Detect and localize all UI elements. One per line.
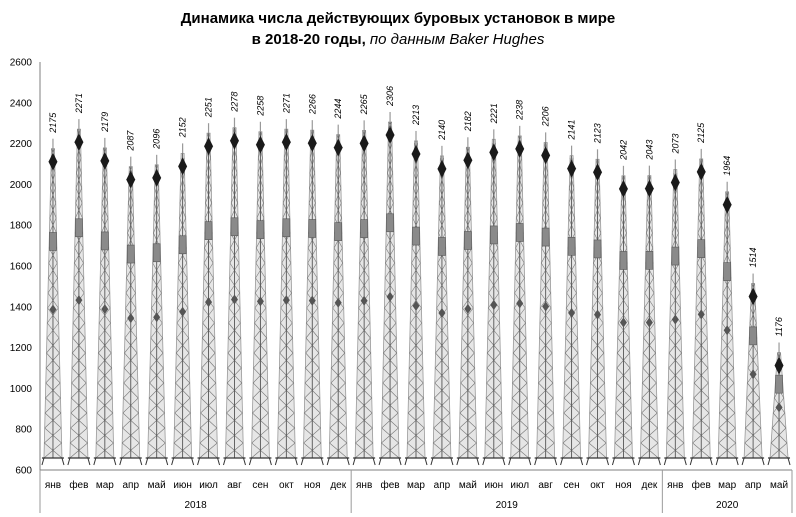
y-tick-label: 2400: [9, 98, 32, 110]
data-label: 2258: [255, 95, 266, 116]
y-tick-label: 1800: [9, 220, 32, 232]
bar-rig: [275, 119, 297, 465]
data-label: 2042: [618, 139, 629, 160]
year-label: 2020: [716, 500, 739, 511]
bar-rig: [42, 139, 64, 465]
data-label: 2096: [151, 128, 162, 149]
bar-rig: [94, 138, 116, 465]
bar-rig: [587, 149, 609, 465]
x-tick-label: фев: [380, 480, 400, 491]
bar-rig: [301, 120, 323, 465]
bar-rig: [561, 146, 583, 465]
x-tick-label: авг: [227, 480, 242, 491]
bar-rig: [509, 126, 531, 465]
bar-rig: [457, 137, 479, 465]
bar-rig: [198, 123, 220, 465]
bar-rig: [146, 155, 168, 465]
x-tick-label: фев: [69, 480, 89, 491]
data-label: 2179: [99, 111, 110, 132]
y-tick-label: 800: [15, 424, 32, 436]
bar-rig: [742, 274, 764, 465]
bar-rig: [68, 119, 90, 465]
bar-rig: [431, 146, 453, 465]
data-label: 2213: [411, 104, 421, 125]
bar-rig: [223, 118, 245, 465]
data-label: 2244: [333, 98, 344, 119]
data-label: 2182: [462, 111, 473, 132]
data-label: 2265: [359, 94, 370, 115]
chart-subtitle-main: в 2018-20 годы,: [251, 31, 366, 48]
data-label: 2221: [488, 103, 499, 124]
data-label: 2140: [436, 119, 447, 140]
x-tick-label: окт: [590, 480, 605, 491]
y-tick-label: 1400: [9, 302, 32, 314]
bar-rig: [120, 157, 142, 465]
x-tick-label: ноя: [615, 480, 632, 491]
data-label: 2206: [540, 106, 551, 127]
chart-title: Динамика числа действующих буровых установок в мире: [180, 10, 616, 27]
data-label: 2278: [229, 91, 240, 112]
x-tick-label: июн: [484, 480, 504, 491]
data-label: 2271: [73, 93, 84, 114]
x-tick-label: сен: [252, 480, 269, 491]
bar-rig: [483, 129, 505, 465]
bar-rig: [249, 122, 271, 465]
bar-rig: [612, 166, 634, 465]
x-tick-label: фев: [691, 480, 711, 491]
data-label: 2123: [592, 123, 603, 144]
data-label: 2306: [385, 85, 396, 106]
bar-rig: [172, 143, 194, 465]
y-tick-label: 1600: [9, 261, 32, 273]
year-label: 2019: [495, 500, 518, 511]
data-label: 2271: [281, 93, 292, 114]
y-tick-label: 2200: [9, 139, 32, 151]
chart-subtitle-source: по данным Baker Hughes: [369, 31, 545, 48]
bar-rig: [664, 160, 686, 465]
data-label: 2175: [47, 112, 58, 133]
x-tick-label: апр: [433, 480, 451, 491]
x-tick-label: апр: [122, 480, 140, 491]
x-tick-label: дек: [641, 480, 658, 491]
bar-rig: [638, 166, 660, 465]
bar-rig: [535, 132, 557, 465]
bar-rig: [327, 125, 349, 465]
x-tick-label: янв: [356, 480, 373, 491]
bar-rig: [379, 112, 401, 465]
x-tick-label: янв: [667, 480, 684, 491]
bar-rig: [768, 342, 790, 465]
data-label: 1514: [748, 247, 759, 268]
data-label: 2043: [644, 139, 655, 160]
x-tick-label: май: [147, 480, 166, 491]
x-tick-label: дек: [330, 480, 347, 491]
y-tick-label: 1200: [9, 343, 32, 355]
x-tick-label: мар: [407, 480, 425, 491]
x-tick-label: янв: [44, 480, 62, 491]
x-tick-label: июл: [510, 480, 530, 491]
y-tick-label: 1000: [9, 383, 32, 395]
y-tick-label: 2000: [9, 179, 32, 191]
bar-rig: [405, 131, 427, 465]
x-tick-label: апр: [744, 480, 762, 491]
x-tick-label: сен: [563, 480, 580, 491]
data-label: 2266: [307, 94, 318, 115]
bar-rig: [690, 149, 712, 465]
x-tick-label: май: [458, 480, 477, 491]
x-tick-label: июл: [199, 480, 218, 491]
data-label: 2125: [696, 122, 707, 143]
data-label: 2087: [125, 130, 136, 151]
y-tick-label: 2600: [9, 57, 32, 69]
data-label: 2251: [203, 97, 214, 118]
data-label: 1176: [774, 317, 785, 337]
x-tick-label: ноя: [304, 480, 321, 491]
data-label: 1964: [722, 155, 733, 176]
x-tick-label: июн: [173, 480, 192, 491]
y-tick-label: 600: [15, 465, 32, 477]
bar-rig: [353, 120, 375, 465]
x-tick-label: май: [770, 480, 789, 491]
year-label: 2018: [184, 500, 207, 511]
x-tick-label: окт: [279, 480, 294, 491]
x-tick-label: мар: [95, 480, 114, 491]
bar-rig: [716, 182, 738, 465]
data-label: 2141: [566, 119, 577, 140]
x-tick-label: авг: [538, 480, 553, 491]
x-tick-label: мар: [718, 480, 737, 491]
data-label: 2073: [670, 133, 681, 154]
data-label: 2238: [514, 99, 525, 120]
data-label: 2152: [177, 117, 188, 138]
